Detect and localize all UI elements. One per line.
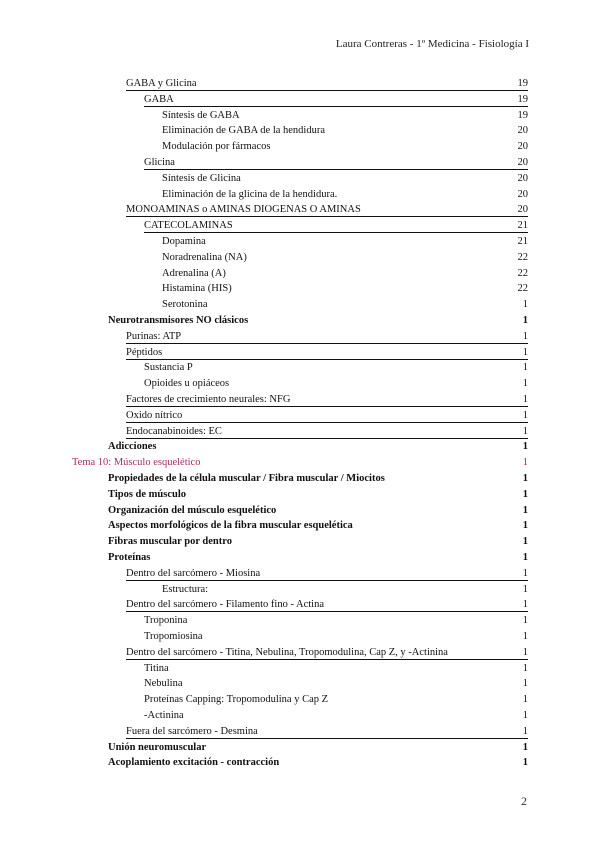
toc-entry-page: 1 [522, 488, 528, 500]
toc-entry-label: Tema 10: Músculo esquelético [72, 457, 201, 469]
toc-entry-page: 1 [522, 662, 528, 674]
toc-entry[interactable] [126, 390, 528, 407]
toc-entry[interactable] [108, 485, 528, 501]
toc-entry-page: 21 [517, 220, 528, 232]
toc-entry-label: Dopamina [162, 236, 206, 247]
toc-entry-page: 1 [522, 441, 528, 453]
toc-entry[interactable] [126, 74, 528, 91]
toc-entry-page: 19 [517, 78, 528, 89]
toc-entry[interactable] [108, 753, 528, 769]
toc-entry-label: Tropomiosina [144, 631, 203, 642]
toc-entry-label: Tipos de músculo [108, 488, 186, 500]
toc-entry-page: 1 [522, 710, 528, 721]
toc-entry-label: Aspectos morfológicos de la fibra muscular esquelética [108, 520, 353, 532]
toc-entry-label: Troponina [144, 615, 188, 627]
toc-entry[interactable] [144, 153, 528, 170]
toc-entry-label: Adrenalina (A) [162, 267, 226, 279]
toc-entry[interactable] [144, 90, 528, 107]
toc-entry-label: Sustancia P [144, 362, 193, 374]
toc-entry[interactable] [72, 453, 528, 469]
toc-entry-label: Organización del músculo esquelético [108, 504, 277, 516]
toc-entry-label: Noradrenalina (NA) [162, 251, 247, 263]
toc-entry[interactable] [144, 674, 528, 690]
toc-entry-label: GABA y Glicina [126, 78, 197, 89]
toc-entry-page: 1 [522, 757, 528, 769]
toc-entry-label: MONOAMINAS o AMINAS DIOGENAS O AMINAS [126, 204, 361, 216]
toc-entry-page: 1 [522, 362, 528, 374]
toc-entry-page: 1 [522, 346, 528, 358]
toc-entry-page: 1 [522, 567, 528, 579]
toc-entry-label: Factores de crecimiento neurales: NFG [126, 394, 291, 405]
toc-entry-page: 1 [522, 315, 528, 326]
toc-entry-page: 1 [522, 725, 528, 737]
toc-entry[interactable] [162, 264, 528, 280]
toc-entry-label: Modulación por fármacos [162, 141, 271, 153]
toc-entry[interactable] [108, 738, 528, 754]
toc-entry[interactable] [144, 358, 528, 374]
toc-entry-label: Serotonina [162, 299, 208, 311]
toc-entry-page: 19 [517, 109, 528, 121]
toc-entry-page: 1 [522, 536, 528, 548]
toc-entry-page: 1 [522, 694, 528, 706]
toc-entry-page: 1 [522, 646, 528, 658]
toc-entry-label: Adicciones [108, 441, 157, 453]
toc-entry[interactable] [108, 437, 528, 453]
toc-entry-page: 1 [522, 631, 528, 642]
toc-entry-page: 1 [522, 520, 528, 532]
toc-entry-page: 20 [517, 204, 528, 216]
toc-entry[interactable] [162, 121, 528, 137]
toc-entry[interactable] [162, 232, 528, 248]
toc-entry-page: 1 [522, 330, 528, 342]
toc-entry-label: Nebulina [144, 678, 183, 690]
toc-entry[interactable] [144, 216, 528, 233]
toc-entry[interactable] [126, 422, 528, 439]
toc-entry-page: 1 [522, 741, 528, 753]
toc-entry-page: 1 [522, 615, 528, 627]
toc-entry-label: Neurotransmisores NO clásicos [108, 315, 249, 326]
toc-entry-label: Proteínas [108, 552, 151, 563]
toc-entry-page: 1 [522, 409, 528, 421]
toc-entry[interactable] [162, 169, 528, 185]
toc-entry-label: Opioides u opiáceos [144, 378, 230, 390]
toc-entry[interactable] [126, 200, 528, 217]
toc-entry-label: Acoplamiento excitación - contracción [108, 757, 280, 769]
toc-entry-label: Óxido nítrico [126, 409, 183, 421]
toc-entry-label: Péptidos [126, 346, 163, 358]
toc-entry[interactable] [108, 532, 528, 548]
toc-entry-label: Dentro del sarcómero - Miosina [126, 567, 261, 579]
toc-entry-page: 22 [517, 283, 528, 295]
toc-entry[interactable] [126, 564, 528, 581]
toc-entry-page: 22 [517, 251, 528, 263]
toc-entry-page: 20 [517, 125, 528, 137]
toc-entry-page: 1 [522, 457, 528, 469]
toc-entry[interactable] [126, 595, 528, 612]
toc-entry-label: Estructura: [162, 583, 209, 595]
toc-entry[interactable] [162, 185, 528, 201]
toc-entry-page: 1 [522, 425, 528, 437]
toc-entry[interactable] [126, 643, 528, 660]
toc-entry[interactable] [144, 611, 528, 627]
toc-entry-page: 1 [522, 552, 528, 563]
toc-entry-page: 1 [522, 583, 528, 595]
toc-entry-page: 1 [522, 299, 528, 311]
toc-entry-label: Histamina (HIS) [162, 283, 232, 295]
toc-entry-page: 22 [517, 267, 528, 279]
toc-entry[interactable] [108, 311, 528, 327]
toc-entry-page: 20 [517, 188, 528, 200]
toc-entry-label: Titina [144, 662, 169, 674]
toc-entry-label: Dentro del sarcómero - Titina, Nebulina, Tropomodulina, Cap Z, y -Actinina [126, 646, 448, 658]
toc-entry-page: 19 [517, 93, 528, 105]
toc-entry-label: Eliminación de GABA de la hendidura [162, 125, 326, 137]
toc-entry-page: 21 [517, 236, 528, 247]
toc-entry-label: Síntesis de Glicina [162, 172, 241, 184]
toc-entry-page: 1 [522, 394, 528, 405]
toc-entry-page: 20 [517, 141, 528, 153]
toc-entry[interactable] [162, 248, 528, 264]
toc-entry[interactable] [126, 722, 528, 739]
toc-entry-page: 1 [522, 678, 528, 690]
toc-entry-label: Síntesis de GABA [162, 109, 240, 121]
toc-entry-page: 1 [522, 599, 528, 611]
toc-entry[interactable] [108, 501, 528, 517]
toc-entry-label: Propiedades de la célula muscular / Fibra muscular / Miocitos [108, 473, 385, 484]
toc-entry-label: CATECOLAMINAS [144, 220, 233, 232]
toc-entry-page: 1 [522, 504, 528, 516]
toc-entry[interactable] [162, 580, 528, 596]
toc-entry[interactable] [126, 327, 528, 344]
toc-entry[interactable] [162, 295, 528, 311]
toc-entry-label: -Actinina [144, 710, 184, 721]
toc-entry-label: Unión neuromuscular [108, 741, 207, 753]
toc-entry-label: Glicina [144, 157, 175, 168]
toc-entry[interactable] [144, 374, 528, 390]
toc-entry-page: 1 [522, 378, 528, 390]
toc-entry-page: 20 [517, 172, 528, 184]
toc-entry-label: Fibras muscular por dentro [108, 536, 232, 548]
toc-entry-label: Purinas: ATP [126, 330, 182, 342]
toc-entry[interactable] [126, 406, 528, 423]
toc-entry-label: Proteínas Capping: Tropomodulina y Cap Z [144, 694, 329, 706]
toc-entry[interactable] [108, 469, 528, 485]
toc-entry[interactable] [144, 690, 528, 706]
toc-entry[interactable] [144, 627, 528, 643]
toc-entry-page: 20 [517, 157, 528, 168]
toc-entry[interactable] [108, 548, 528, 564]
toc-entry-label: Dentro del sarcómero - Filamento fino - Actina [126, 599, 324, 611]
toc-entry[interactable] [144, 706, 528, 722]
toc-entry-label: Endocanabinoides: EC [126, 425, 222, 437]
toc-entry[interactable] [162, 106, 528, 122]
toc-entry[interactable] [108, 516, 528, 532]
toc-entry-label: GABA [144, 93, 174, 105]
toc-entry-label: Fuera del sarcómero - Desmina [126, 725, 258, 737]
toc-entry[interactable] [162, 137, 528, 153]
toc-entry[interactable] [144, 659, 528, 675]
toc-entry-page: 1 [522, 473, 528, 484]
toc-entry[interactable] [126, 343, 528, 360]
toc-entry-label: Eliminación de la glicina de la hendidura. [162, 188, 338, 200]
page-number: 2 [521, 794, 527, 808]
toc-entry[interactable] [162, 279, 528, 295]
page-header: Laura Contreras - 1º Medicina - Fisiología I [335, 38, 529, 50]
